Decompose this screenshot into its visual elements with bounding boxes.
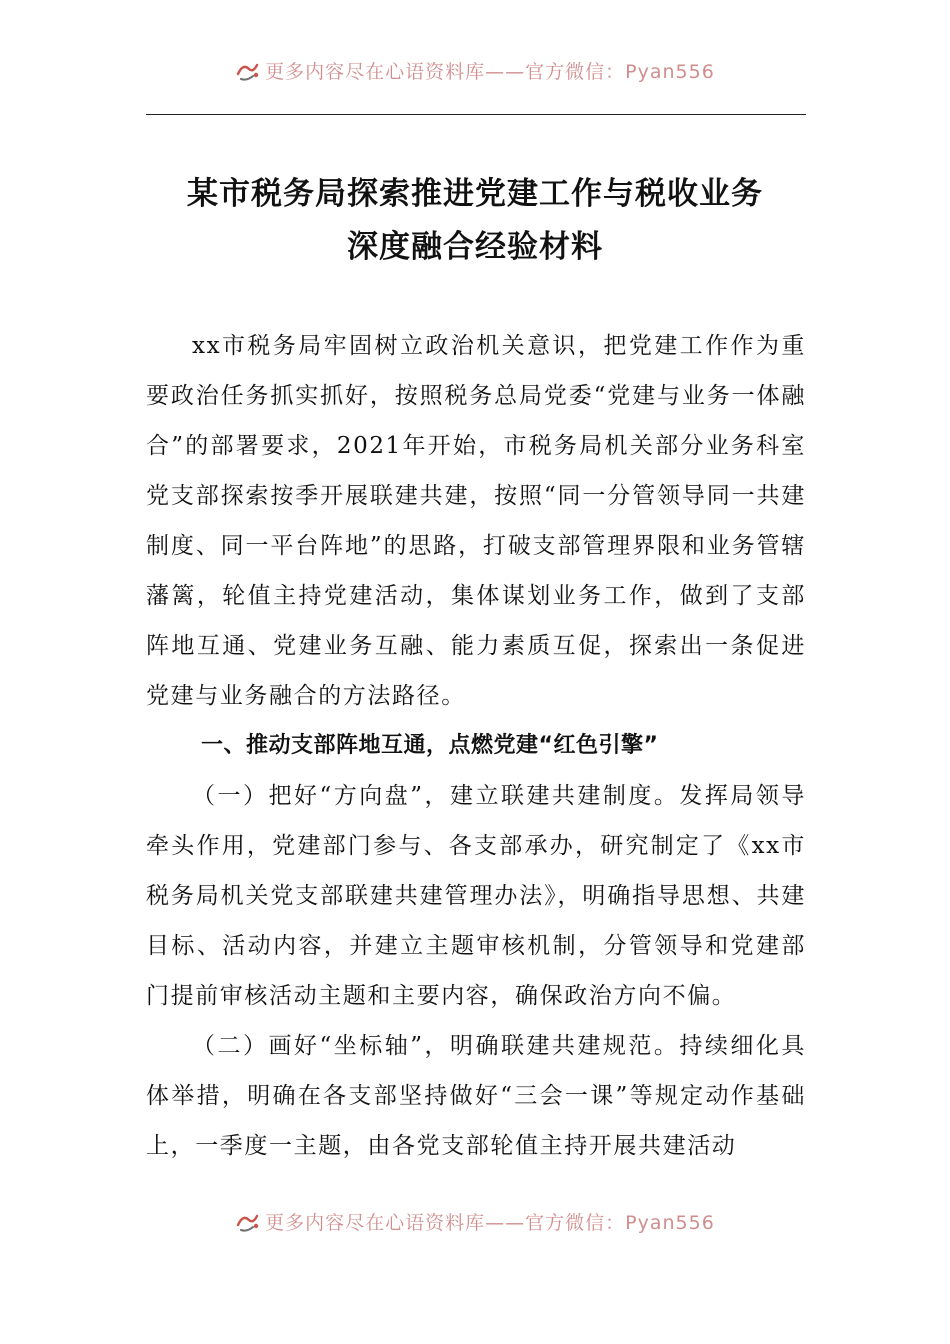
title-line-1: 某市税务局探索推进党建工作与税收业务 xyxy=(187,176,763,212)
section-1-paragraph-1: （一）把好“方向盘”，建立联建共建制度。发挥局领导牵头作用，党建部门参与、各支部承办，研究制定了《xx市税务局机关党支部联建共建管理办法》，明确指导思想、共建目标、活动内容，并建立主题审核机制，分管领导和党建部门提前审核活动主题和主要内容，确保政治方向不偏。 xyxy=(146,783,806,1009)
watermark-top xyxy=(0,57,950,84)
document-body xyxy=(146,321,806,1171)
intro-paragraph: xx市税务局牢固树立政治机关意识，把党建工作作为重要政治任务抓实抓好，按照税务总局党委“党建与业务一体融合”的部署要求，2021年开始，市税务局机关部分业务科室党支部探索按季开展联建共建，按照“同一分管领导同一共建制度、同一平台阵地”的思路，打破支部管理界限和业务管辖藩篱，轮值主持党建活动，集体谋划业务工作，做到了支部阵地互通、党建业务互融、能力素质互促，探索出一条促进党建与业务融合的方法路径。 xyxy=(146,333,806,709)
watermark-text: 更多内容尽在心语资料库——官方微信：Pyan556 xyxy=(265,1212,715,1234)
brand-logo-icon xyxy=(235,1211,261,1233)
header-divider xyxy=(146,114,806,115)
section-heading-1: 一、推动支部阵地互通，点燃党建“红色引擎” xyxy=(201,733,659,758)
watermark-bottom xyxy=(0,1208,950,1235)
title-line-2: 深度融合经验材料 xyxy=(347,229,603,265)
section-1-paragraph-2: （二）画好“坐标轴”，明确联建共建规范。持续细化具体举措，明确在各支部坚持做好“三会一课”等规定动作基础上，一季度一主题，由各党支部轮值主持开展共建活动 xyxy=(146,1033,806,1159)
document-title xyxy=(100,168,850,274)
watermark-text: 更多内容尽在心语资料库——官方微信：Pyan556 xyxy=(265,61,715,83)
brand-logo-icon xyxy=(235,60,261,82)
